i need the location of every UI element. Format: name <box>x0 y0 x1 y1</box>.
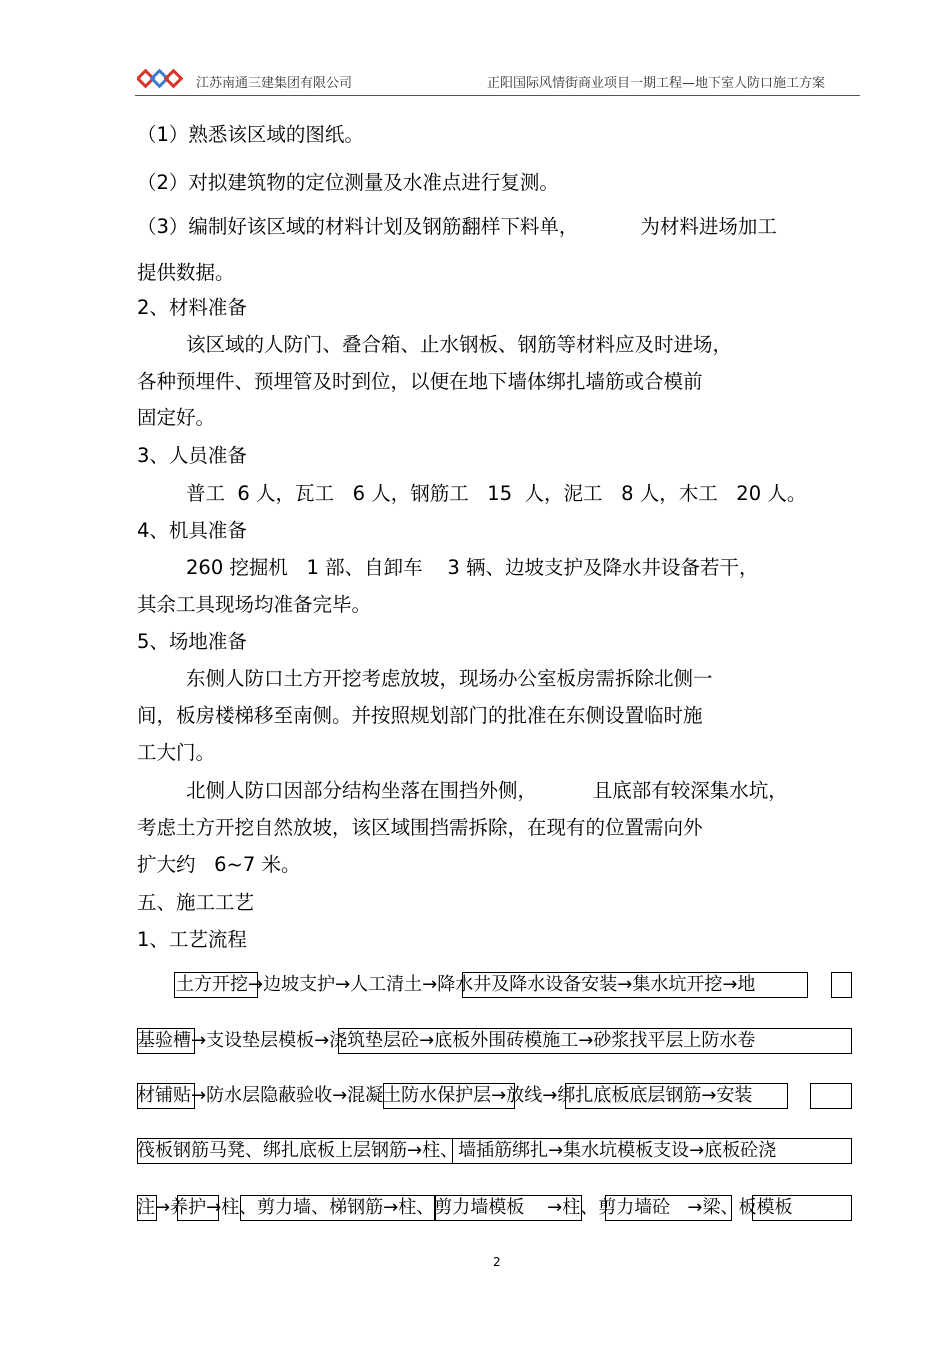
section-heading: 2、材料准备 <box>137 296 247 319</box>
text-line: 东侧人防口土方开挖考虑放坡，现场办公室板房需拆除北侧一 <box>186 667 713 690</box>
flow-line: 基验槽→支设垫层模板→浇筑垫层砼→底板外围砖模施工→砂浆找平层上防水卷 <box>137 1030 756 1051</box>
header-divider <box>135 95 860 96</box>
text-line: 工大门。 <box>137 741 216 764</box>
text-line: 其余工具现场均准备完毕。 <box>137 593 372 616</box>
header-company: 江苏南通三建集团有限公司 <box>196 76 353 91</box>
header-project-title: 正阳国际风情街商业项目一期工程—地下室人防口施工方案 <box>487 76 826 91</box>
company-logo <box>137 68 183 92</box>
text-line: 考虑土方开挖自然放坡，该区域围挡需拆除，在现有的位置需向外 <box>137 816 703 839</box>
flow-box <box>831 972 852 998</box>
text-line: （2）对拟建筑物的定位测量及水准点进行复测。 <box>137 171 559 194</box>
text-line: 普工 6 人，瓦工 6 人，钢筋工 15 人，泥工 8 人，木工 20 人。 <box>186 482 807 505</box>
text-line: 固定好。 <box>137 406 216 429</box>
text-line: 间，板房楼梯移至南侧。并按照规划部门的批准在东侧设置临时施 <box>137 704 703 727</box>
text-line: 扩大约 6~7 米。 <box>137 853 301 876</box>
page-number: 2 <box>493 1255 501 1269</box>
text-line: 该区域的人防门、叠合箱、止水钢板、钢筋等材料应及时进场， <box>186 333 733 356</box>
section-heading: 5、场地准备 <box>137 630 247 653</box>
flow-line: 筏板钢筋马凳、绑扎底板上层钢筋→柱、墙插筋绑扎→集水坑模板支设→底板砼浇 <box>137 1140 777 1161</box>
flow-box <box>810 1083 852 1109</box>
flow-line: 土方开挖→边坡支护→人工清土→降水井及降水设备安装→集水坑开挖→地 <box>176 974 756 995</box>
section-heading: 3、人员准备 <box>137 444 247 467</box>
flow-line: 材铺贴→防水层隐蔽验收→混凝土防水保护层→放线→绑扎底板底层钢筋→安装 <box>137 1085 753 1106</box>
text-line: 提供数据。 <box>137 261 235 284</box>
text-line: 北侧人防口因部分结构坐落在围挡外侧， 且底部有较深集水坑， <box>186 779 788 802</box>
section-heading: 五、施工工艺 <box>137 891 255 914</box>
flow-line: 注→养护→柱、剪力墙、梯钢筋→柱、剪力墙模板 →柱、剪力墙砼 →梁、板模板 <box>137 1197 793 1218</box>
section-heading: 4、机具准备 <box>137 519 247 542</box>
text-line: （3）编制好该区域的材料计划及钢筋翻样下料单， 为材料进场加工 <box>137 215 777 238</box>
text-line: 260 挖掘机 1 部、自卸车 3 辆、边坡支护及降水井设备若干， <box>186 556 759 579</box>
text-line: 各种预埋件、预埋管及时到位，以便在地下墙体绑扎墙筋或合模前 <box>137 370 703 393</box>
section-heading: 1、工艺流程 <box>137 928 247 951</box>
text-line: （1）熟悉该区域的图纸。 <box>137 123 364 146</box>
